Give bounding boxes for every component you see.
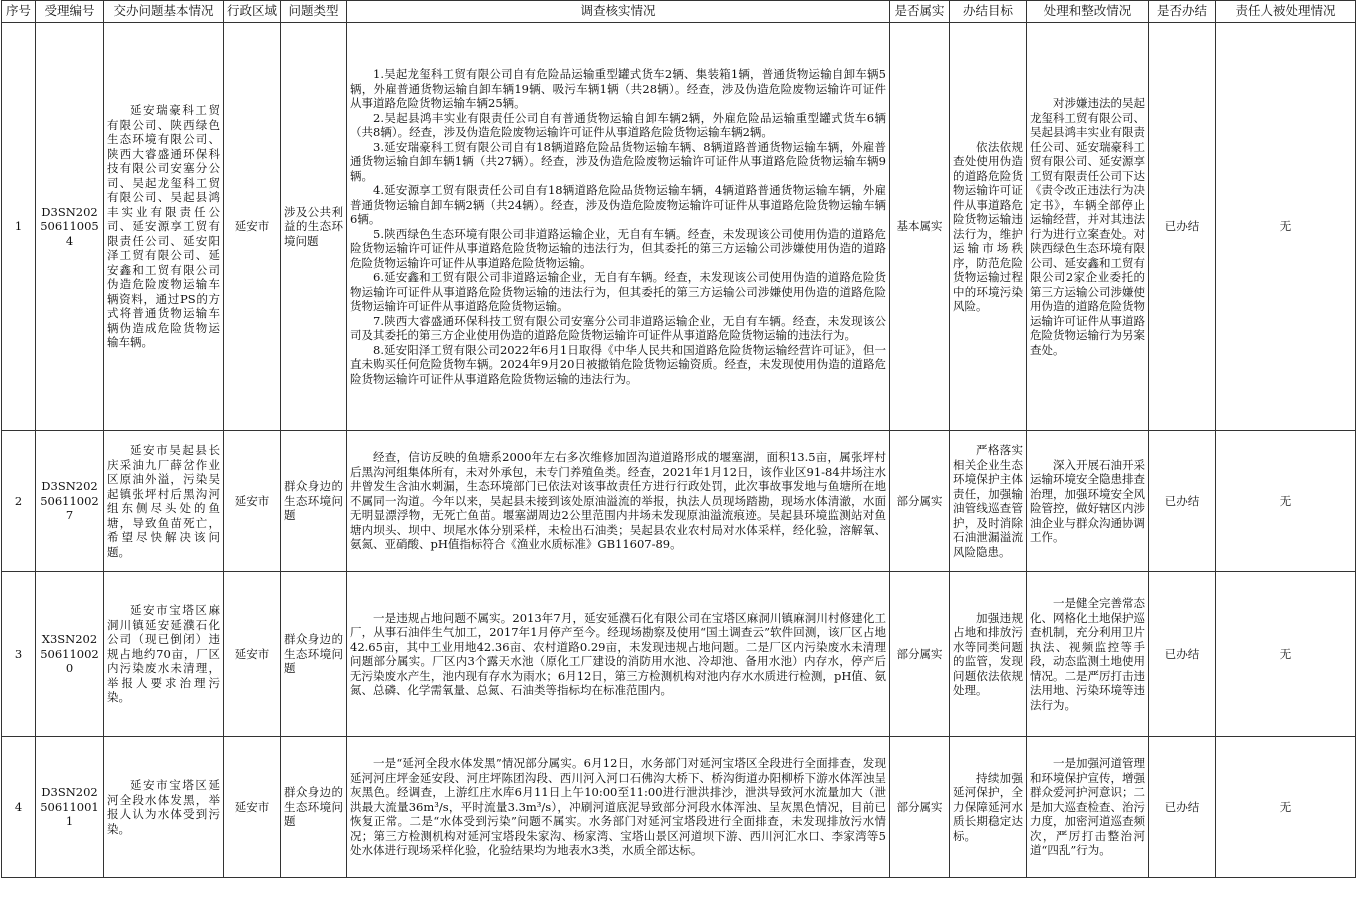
- complaint-table: [1, 0, 1356, 878]
- investigation-paragraph: 1.吴起龙玺科工贸有限公司自有危险品运输重型罐式货车2辆、集装箱1辆，普通货物运输自卸车辆5辆，外雇普通货物运输自卸车辆19辆、吸污车辆1辆（共28辆）。经查，涉及伪造危险废物运输许可证件从事道路危险货物运输车辆25辆。: [350, 67, 886, 110]
- col-header-region: 行政区域: [224, 1, 281, 23]
- investigation-paragraph: 经查，信访反映的鱼塘系2000年左右多次维修加固沟道道路形成的堰塞湖，面积13.5亩，属张坪村后黑沟河组集体所有，未对外承包，未专门养殖鱼类。经查，2021年1月12日，该作业区91-84井场注水井曾发生含油水刺漏，生态环境部门已依法对该事故责任方进行行政处罚，此次事故事发地与鱼塘所在地不属同一沟道。今年以来，吴起县未接到该处原油溢流的举报，执法人员现场踏勘，现场水体清澈，水面无明显漂浮物，无死亡鱼苗。堰塞湖周边2公里范围内井场未发现原油溢流痕迹。吴起县环境监测站对鱼塘内坝头、坝中、坝尾水体分别采样，未检出石油类；吴起县农业农村局对水体采样，经化验，溶解氧、氨氮、亚硝酸、pH值指标符合《渔业水质标准》GB11607-89。: [350, 450, 886, 552]
- handling-rectification: 深入开展石油开采运输环境安全隐患排查治理，加强环境安全风险管控，做好辖区内涉油企业与群众沟通协调工作。: [1027, 431, 1149, 572]
- responsible-person-status: 无: [1216, 737, 1356, 878]
- completion-goal: 持续加强延河保护，全力保障延河水质长期稳定达标。: [950, 737, 1027, 878]
- completion-goal: 依法依规查处使用伪造的道路危险货物运输许可证件从事道路危险货物运输违法行为，维护运输市场秩序，防范危险货物运输过程中的环境污染风险。: [950, 23, 1027, 431]
- acceptance-code: D3SN202506110027: [36, 431, 104, 572]
- investigation-paragraph: 4.延安源享工贸有限责任公司自有18辆道路危险品货物运输车辆，4辆道路普通货物运输车辆，外雇普通货物运输自卸车辆2辆（共24辆）。经查，涉及伪造危险废物运输许可证件从事道路危险货物运输车辆6辆。: [350, 183, 886, 226]
- region: 延安市: [224, 572, 281, 737]
- verified-status: 部分属实: [890, 737, 950, 878]
- completion-status: 已办结: [1149, 23, 1216, 431]
- issue-basic-info: 延安市宝塔区延河全段水体发黑，举报人认为水体受到污染。: [104, 737, 224, 878]
- completion-goal: 加强违规占地和排放污水等同类问题的监管，发现问题依法依规处理。: [950, 572, 1027, 737]
- table-row: [2, 572, 1356, 737]
- col-header-person: 责任人被处理情况: [1216, 1, 1356, 23]
- issue-basic-info: 延安瑞豪科工贸有限公司、陕西绿色生态环境有限公司、陕西大睿盛通环保科技有限公司安塞分公司、吴起龙玺科工贸有限公司、吴起县鸿丰实业有限责任公司、延安源享工贸有限责任公司、延安阳泽工贸有限公司、延安鑫和工贸有限公司伪造危险废物运输车辆资料，通过PS的方式将普通货物运输车辆伪造成危险货物运输车辆。: [104, 23, 224, 431]
- investigation-paragraph: 一是违规占地问题不属实。2013年7月，延安延濮石化有限公司在宝塔区麻洞川镇麻洞川村修建化工厂，从事石油伴生气加工，2017年1月停产至今。经现场勘察及使用“国土调查云”软件回测，该厂区占地42.65亩，其中工业用地42.36亩、农村道路0.29亩，未发现违规占地问题。二是厂区内污染废水未清理问题部分属实。厂区内3个露天水池（原化工厂建设的消防用水池、冷却池、备用水池）内存水，停产后无污染废水产生，池内现有存水为雨水；6月12日，第三方检测机构对池内存水水质进行检测，pH值、氨氮、总磷、化学需氧量、总氮、石油类等指标均在标准范围内。: [350, 610, 886, 697]
- verified-status: 部分属实: [890, 431, 950, 572]
- col-header-handling: 处理和整改情况: [1027, 1, 1149, 23]
- acceptance-code: D3SN202506110054: [36, 23, 104, 431]
- table-row: [2, 23, 1356, 431]
- responsible-person-status: 无: [1216, 431, 1356, 572]
- investigation-paragraph: 8.延安阳泽工贸有限公司2022年6月1日取得《中华人民共和国道路危险货物运输经营许可证》，但一直未购买任何危险货物车辆。2024年9月20日被撤销危险货物运输资质。经查，未发现使用伪造的道路危险货物运输许可证件从事道路危险货物运输的违法行为。: [350, 342, 886, 386]
- region: 延安市: [224, 23, 281, 431]
- region: 延安市: [224, 431, 281, 572]
- investigation-details: [347, 23, 890, 431]
- investigation-paragraph: 3.延安瑞豪科工贸有限公司自有18辆道路危险品货物运输车辆、8辆道路普通货物运输车辆，外雇普通货物运输自卸车辆1辆（共27辆）。经查，涉及伪造危险废物运输许可证件从事道路危险货物运输车辆9辆。: [350, 139, 886, 183]
- issue-type: 群众身边的生态环境问题: [281, 737, 347, 878]
- row-number: 1: [2, 23, 36, 431]
- investigation-details: [347, 572, 890, 737]
- responsible-person-status: 无: [1216, 23, 1356, 431]
- region: 延安市: [224, 737, 281, 878]
- col-header-type: 问题类型: [281, 1, 347, 23]
- investigation-paragraph: 一是“延河全段水体发黑”情况部分属实。6月12日，水务部门对延河宝塔区全段进行全面排查，发现延河河庄坪金延安段、河庄坪陈团沟段、西川河入河口石佛沟大桥下、桥沟街道办阳柳桥下游水体浑浊呈灰黑色。经调查，上游红庄水库6月11日上午10:00至11:00进行泄洪排沙，泄洪导致河水流量加大（泄洪最大流量36m³/s，平时流量3.3m³/s），冲刷河道底泥导致部分河段水体浑浊、呈灰黑色情况，目前已恢复正常。二是“水体受到污染”问题不属实。水务部门对延河宝塔段进行全面排查，未发现排放污水情况；第三方检测机构对延河宝塔段朱家沟、杨家湾、宝塔山景区河道坝下游、西川河汇水口、李家湾等5处水体进行现场采样化验，化验结果均为地表水3类，水质全部达标。: [350, 756, 886, 858]
- completion-status: 已办结: [1149, 572, 1216, 737]
- col-header-no: 序号: [2, 1, 36, 23]
- row-number: 2: [2, 431, 36, 572]
- handling-rectification: 一是健全完善常态化、网格化土地保护巡查机制，充分利用卫片执法、视频监控等手段，动态监测土地使用情况。二是严厉打击违法用地、污染环境等违法行为。: [1027, 572, 1149, 737]
- investigation-paragraph: 7.陕西大睿盛通环保科技工贸有限公司安塞分公司非道路运输企业，无自有车辆。经查，未发现该公司及其委托的第三方企业使用伪造的道路危险货物运输许可证件从事道路危险货物运输的违法行为。: [350, 313, 886, 342]
- issue-type: 群众身边的生态环境问题: [281, 572, 347, 737]
- completion-status: 已办结: [1149, 737, 1216, 878]
- issue-basic-info: 延安市吴起县长庆采油九厂薛岔作业区原油外溢，污染吴起镇张坪村后黑沟河组东侧尽头处的鱼塘，导致鱼苗死亡，希望尽快解决该问题。: [104, 431, 224, 572]
- investigation-details: [347, 737, 890, 878]
- table-row: [2, 737, 1356, 878]
- investigation-paragraph: 5.陕西绿色生态环境有限公司非道路运输企业，无自有车辆。经查，未发现该公司使用伪造的道路危险货物运输许可证件从事道路危险货物运输的违法行为，但其委托的第三方运输公司涉嫌使用伪造的道路危险货物运输许可证件从事道路危险货物运输。: [350, 226, 886, 270]
- verified-status: 基本属实: [890, 23, 950, 431]
- col-header-done: 是否办结: [1149, 1, 1216, 23]
- issue-type: 群众身边的生态环境问题: [281, 431, 347, 572]
- issue-basic-info: 延安市宝塔区麻洞川镇延安延濮石化公司（现已倒闭）违规占地约70亩，厂区内污染废水未清理，举报人要求治理污染。: [104, 572, 224, 737]
- issue-type: 涉及公共利益的生态环境问题: [281, 23, 347, 431]
- investigation-paragraph: 6.延安鑫和工贸有限公司非道路运输企业，无自有车辆。经查，未发现该公司使用伪造的道路危险货物运输许可证件从事道路危险货物运输的违法行为，但其委托的第三方运输公司涉嫌使用伪造的道路危险货物运输许可证件从事道路危险货物运输。: [350, 270, 886, 313]
- col-header-investigation: 调查核实情况: [347, 1, 890, 23]
- completion-goal: 严格落实相关企业生态环境保护主体责任，加强输油管线巡查管护，及时消除石油泄漏溢流风险隐患。: [950, 431, 1027, 572]
- verified-status: 部分属实: [890, 572, 950, 737]
- handling-rectification: 一是加强河道管理和环境保护宣传，增强群众爱河护河意识；二是加大巡查检查、治污力度，加密河道巡查频次，严厉打击整治河道“四乱”行为。: [1027, 737, 1149, 878]
- row-number: 4: [2, 737, 36, 878]
- header-row: [2, 1, 1356, 23]
- completion-status: 已办结: [1149, 431, 1216, 572]
- acceptance-code: D3SN202506110011: [36, 737, 104, 878]
- table-row: [2, 431, 1356, 572]
- col-header-goal: 办结目标: [950, 1, 1027, 23]
- responsible-person-status: 无: [1216, 572, 1356, 737]
- investigation-paragraph: 2.吴起县鸿丰实业有限责任公司自有普通货物运输自卸车辆2辆，外雇危险品运输重型罐式货车6辆（共8辆）。经查，涉及伪造危险废物运输许可证件从事道路危险货物运输车辆2辆。: [350, 110, 886, 139]
- acceptance-code: X3SN202506110020: [36, 572, 104, 737]
- row-number: 3: [2, 572, 36, 737]
- investigation-details: [347, 431, 890, 572]
- col-header-code: 受理编号: [36, 1, 104, 23]
- handling-rectification: 对涉嫌违法的吴起龙玺科工贸有限公司、吴起县鸿丰实业有限责任公司、延安瑞豪科工贸有限公司、延安源享工贸有限责任公司下达《责令改正违法行为决定书》，车辆全部停止运输经营，并对其违法行为进行立案查处。对陕西绿色生态环境有限公司、延安鑫和工贸有限公司2家企业委托的第三方运输公司涉嫌使用伪造的道路危险货物运输许可证件从事道路危险货物运输行为另案查处。: [1027, 23, 1149, 431]
- col-header-basic: 交办问题基本情况: [104, 1, 224, 23]
- col-header-verified: 是否属实: [890, 1, 950, 23]
